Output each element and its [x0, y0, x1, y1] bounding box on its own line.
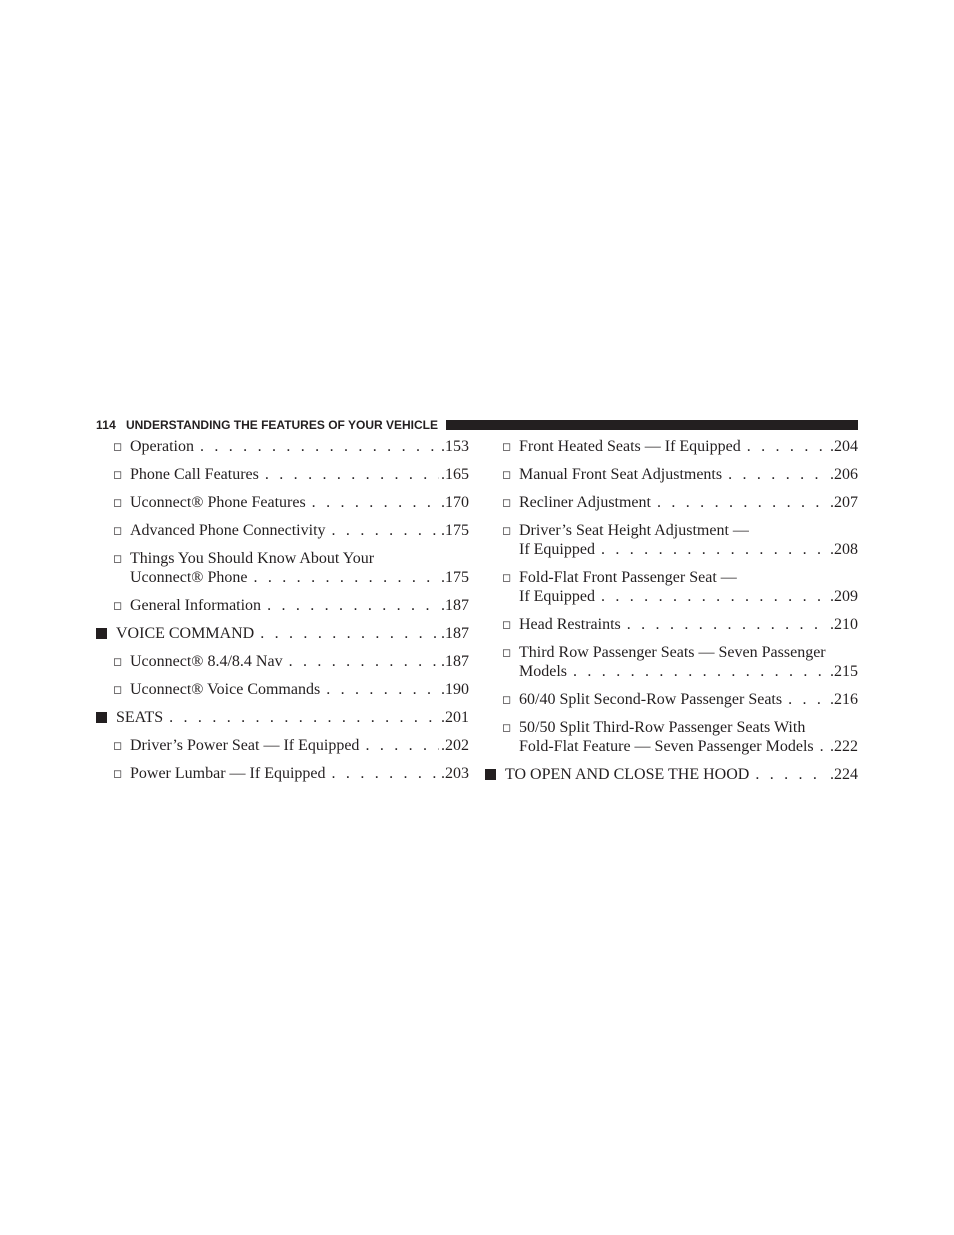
page-number: 114 [96, 418, 116, 432]
toc-entry[interactable] [485, 690, 858, 709]
dot-leader [289, 652, 439, 671]
dot-leader [332, 521, 439, 540]
dot-leader [326, 680, 439, 699]
toc-entry-title: TO OPEN AND CLOSE THE HOOD [505, 766, 750, 783]
dot-leader [755, 765, 828, 784]
toc-entry[interactable] [96, 708, 469, 727]
filled-square-icon [485, 769, 496, 780]
toc-entry-page: .206 [830, 466, 858, 483]
toc-entry-title: Uconnect® Phone [130, 569, 248, 586]
toc-entry-page: .202 [441, 737, 469, 754]
toc-entry[interactable] [485, 615, 858, 634]
toc-entry-title: VOICE COMMAND [116, 625, 255, 642]
toc-entry-page: .204 [830, 438, 858, 455]
toc-entry[interactable] [485, 568, 858, 606]
hollow-square-icon: ◻ [502, 722, 512, 734]
dot-leader [601, 587, 828, 606]
toc-entry-title: If Equipped [519, 588, 595, 605]
toc-entry-title: Uconnect® 8.4/8.4 Nav [130, 653, 283, 670]
toc-entry-page: .208 [830, 541, 858, 558]
toc-entry[interactable] [485, 437, 858, 456]
toc-entry-page: .187 [441, 625, 469, 642]
toc-entry[interactable] [485, 765, 858, 784]
dot-leader [788, 690, 828, 709]
toc-entry[interactable] [96, 465, 469, 484]
toc-entry[interactable] [485, 493, 858, 512]
toc-entry-title: Recliner Adjustment [519, 494, 651, 511]
dot-leader [169, 708, 439, 727]
dot-leader [267, 596, 439, 615]
dot-leader [573, 662, 828, 681]
dot-leader [260, 624, 439, 643]
toc-entry[interactable] [96, 736, 469, 755]
hollow-square-icon: ◻ [502, 469, 512, 481]
toc-entry-title: If Equipped [519, 541, 595, 558]
toc-entry-title: Models [519, 663, 567, 680]
dot-leader [312, 493, 439, 512]
toc-entry-title: Advanced Phone Connectivity [130, 522, 326, 539]
hollow-square-icon: ◻ [502, 441, 512, 453]
toc-entry-title: Power Lumbar — If Equipped [130, 765, 326, 782]
toc-left-column [96, 437, 469, 792]
dot-leader [747, 437, 828, 456]
dot-leader [332, 764, 439, 783]
header-rule [446, 420, 858, 430]
toc-entry-page: .216 [830, 691, 858, 708]
toc-entry[interactable] [96, 680, 469, 699]
hollow-square-icon: ◻ [113, 553, 123, 565]
toc-entry[interactable] [96, 437, 469, 456]
dot-leader [265, 465, 439, 484]
toc-entry[interactable] [96, 549, 469, 587]
page-header [96, 417, 858, 433]
hollow-square-icon: ◻ [113, 768, 123, 780]
toc-entry-title: Operation [130, 438, 194, 455]
toc-entry-title: Things You Should Know About Your [130, 550, 375, 567]
hollow-square-icon: ◻ [113, 497, 123, 509]
hollow-square-icon: ◻ [502, 497, 512, 509]
dot-leader [627, 615, 828, 634]
toc-entry-title: Manual Front Seat Adjustments [519, 466, 723, 483]
hollow-square-icon: ◻ [502, 525, 512, 537]
hollow-square-icon: ◻ [113, 525, 123, 537]
dot-leader [253, 568, 439, 587]
hollow-square-icon: ◻ [502, 619, 512, 631]
toc-entry[interactable] [96, 521, 469, 540]
toc-entry-page: .203 [441, 765, 469, 782]
hollow-square-icon: ◻ [113, 684, 123, 696]
toc-right-column [485, 437, 858, 793]
hollow-square-icon: ◻ [113, 600, 123, 612]
toc-entry-page: .222 [830, 738, 858, 755]
toc-entry-title: Uconnect® Voice Commands [130, 681, 321, 698]
filled-square-icon [96, 628, 107, 639]
toc-entry-page: .165 [441, 466, 469, 483]
toc-entry-page: .170 [441, 494, 469, 511]
toc-entry-title: Third Row Passenger Seats — Seven Passenger [519, 644, 826, 661]
dot-leader [657, 493, 828, 512]
hollow-square-icon: ◻ [502, 647, 512, 659]
dot-leader [601, 540, 828, 559]
toc-entry-page: .224 [830, 766, 858, 783]
toc-entry-page: .190 [441, 681, 469, 698]
toc-entry-title: Fold-Flat Front Passenger Seat — [519, 569, 737, 586]
toc-entry-title: SEATS [116, 709, 164, 726]
toc-entry-title: Front Heated Seats — If Equipped [519, 438, 741, 455]
section-title: UNDERSTANDING THE FEATURES OF YOUR VEHICLE [125, 418, 438, 432]
toc-entry-page: .153 [441, 438, 469, 455]
toc-entry[interactable] [96, 764, 469, 783]
dot-leader [365, 736, 439, 755]
toc-entry[interactable] [96, 624, 469, 643]
toc-entry-title: Uconnect® Phone Features [130, 494, 306, 511]
hollow-square-icon: ◻ [502, 694, 512, 706]
hollow-square-icon: ◻ [113, 740, 123, 752]
toc-entry-page: .187 [441, 597, 469, 614]
toc-entry-title: 60/40 Split Second-Row Passenger Seats [519, 691, 783, 708]
toc-entry-title: General Information [130, 597, 262, 614]
hollow-square-icon: ◻ [502, 572, 512, 584]
toc-entry-page: .175 [441, 569, 469, 586]
toc-entry[interactable] [96, 652, 469, 671]
filled-square-icon [96, 712, 107, 723]
toc-entry[interactable] [485, 465, 858, 484]
hollow-square-icon: ◻ [113, 656, 123, 668]
toc-entry-title: Fold-Flat Feature — Seven Passenger Models [519, 738, 814, 755]
toc-entry-page: .209 [830, 588, 858, 605]
toc-entry-title: Phone Call Features [130, 466, 259, 483]
dot-leader [200, 437, 439, 456]
dot-leader [728, 465, 828, 484]
toc-entry[interactable] [96, 493, 469, 512]
toc-entry-page: .175 [441, 522, 469, 539]
toc-entry[interactable] [485, 643, 858, 681]
toc-entry[interactable] [96, 596, 469, 615]
toc-entry[interactable] [485, 521, 858, 559]
toc-entry-page: .210 [830, 616, 858, 633]
toc-entry-page: .207 [830, 494, 858, 511]
toc-entry-page: .215 [830, 663, 858, 680]
toc-entry-title: Driver’s Power Seat — If Equipped [130, 737, 360, 754]
hollow-square-icon: ◻ [113, 469, 123, 481]
toc-entry-title: Head Restraints [519, 616, 621, 633]
hollow-square-icon: ◻ [113, 441, 123, 453]
dot-leader [820, 737, 828, 756]
toc-entry[interactable] [485, 718, 858, 756]
toc-entry-title: Driver’s Seat Height Adjustment — [519, 522, 749, 539]
toc-entry-page: .201 [441, 709, 469, 726]
toc-entry-page: .187 [441, 653, 469, 670]
toc-entry-title: 50/50 Split Third-Row Passenger Seats With [519, 719, 806, 736]
